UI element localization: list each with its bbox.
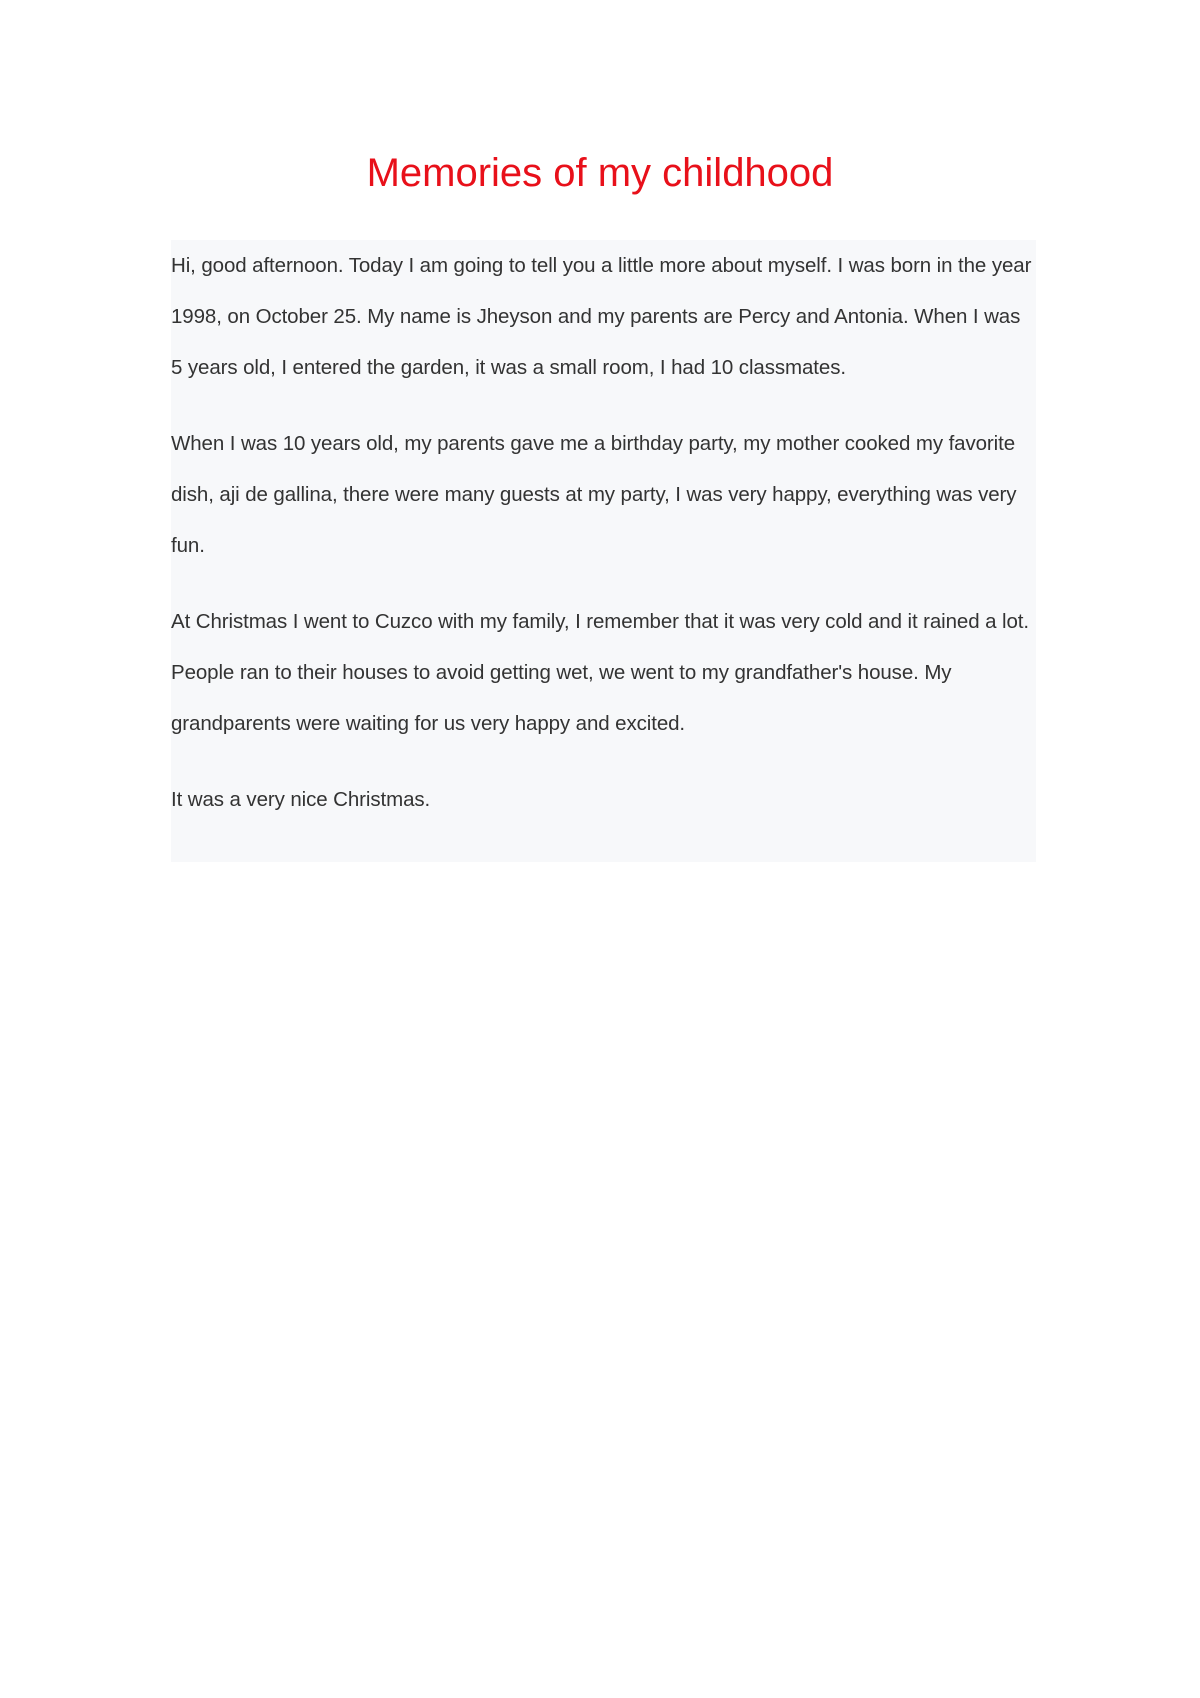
- paragraph-3: At Christmas I went to Cuzco with my family, I remember that it was very cold and it rained a lot. People ran to their houses to avoid getting wet, we went to my grandfather's house. My grandparents were waiting for us very happy and excited.: [171, 610, 1029, 735]
- document-body: [171, 240, 1036, 862]
- paragraph-4: It was a very nice Christmas.: [171, 788, 431, 811]
- document-title: Memories of my childhood: [366, 151, 834, 195]
- paragraph-1: Hi, good afternoon. Today I am going to tell you a little more about myself. I was born in the year 1998, on October 25. My name is Jheyson and my parents are Percy and Antonia. When I was 5 years old, I entered the garden, it was a small room, I had 10 classmates.: [171, 254, 1032, 379]
- paragraph-2: When I was 10 years old, my parents gave me a birthday party, my mother cooked my favorite dish, aji de gallina, there were many guests at my party, I was very happy, everything was very fun.: [171, 432, 1017, 557]
